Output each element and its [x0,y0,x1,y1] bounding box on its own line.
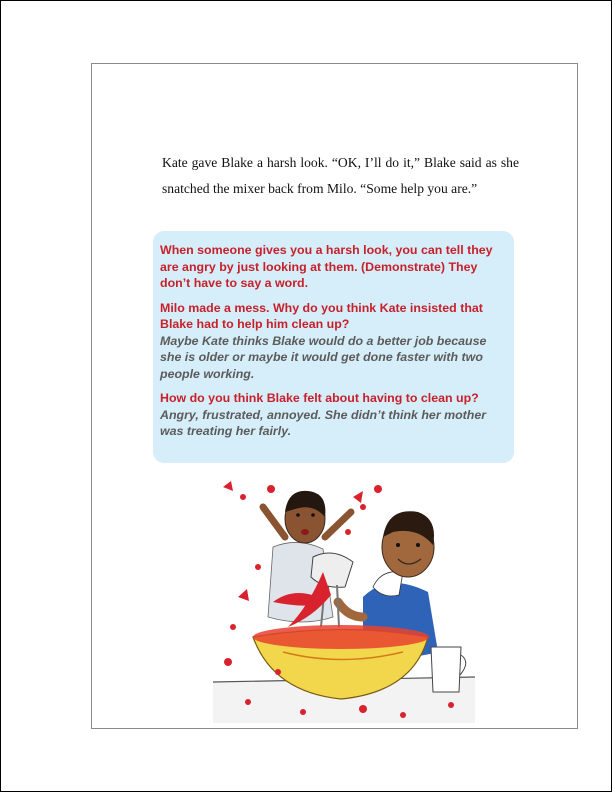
tip-3-question: How do you think Blake felt about having to clean up? [160,391,479,405]
tip-2 [160,300,510,383]
tip-2-question: Milo made a mess. Why do you think Kate insisted that Blake had to help him clean up? [160,300,483,331]
discussion-box [153,231,514,463]
tip-3 [160,390,510,440]
mixer-splatter-illustration [213,477,475,723]
tip-1 [160,242,510,292]
tip-2-answer: Maybe Kate thinks Blake would do a better job because she is older or maybe it would get done faster with two people working. [160,333,487,381]
story-text: Kate gave Blake a harsh look. “OK, I’ll do it,” Blake said as she snatched the mixer back from Milo. “Some help you are.” [162,155,519,196]
tip-3-answer: Angry, frustrated, annoyed. She didn’t think her mother was treating her fairly. [160,407,487,438]
tip-1-question: When someone gives you a harsh look, you can tell they are angry by just looking at them. (Demonstrate) They don’t have to say a word. [160,243,493,290]
